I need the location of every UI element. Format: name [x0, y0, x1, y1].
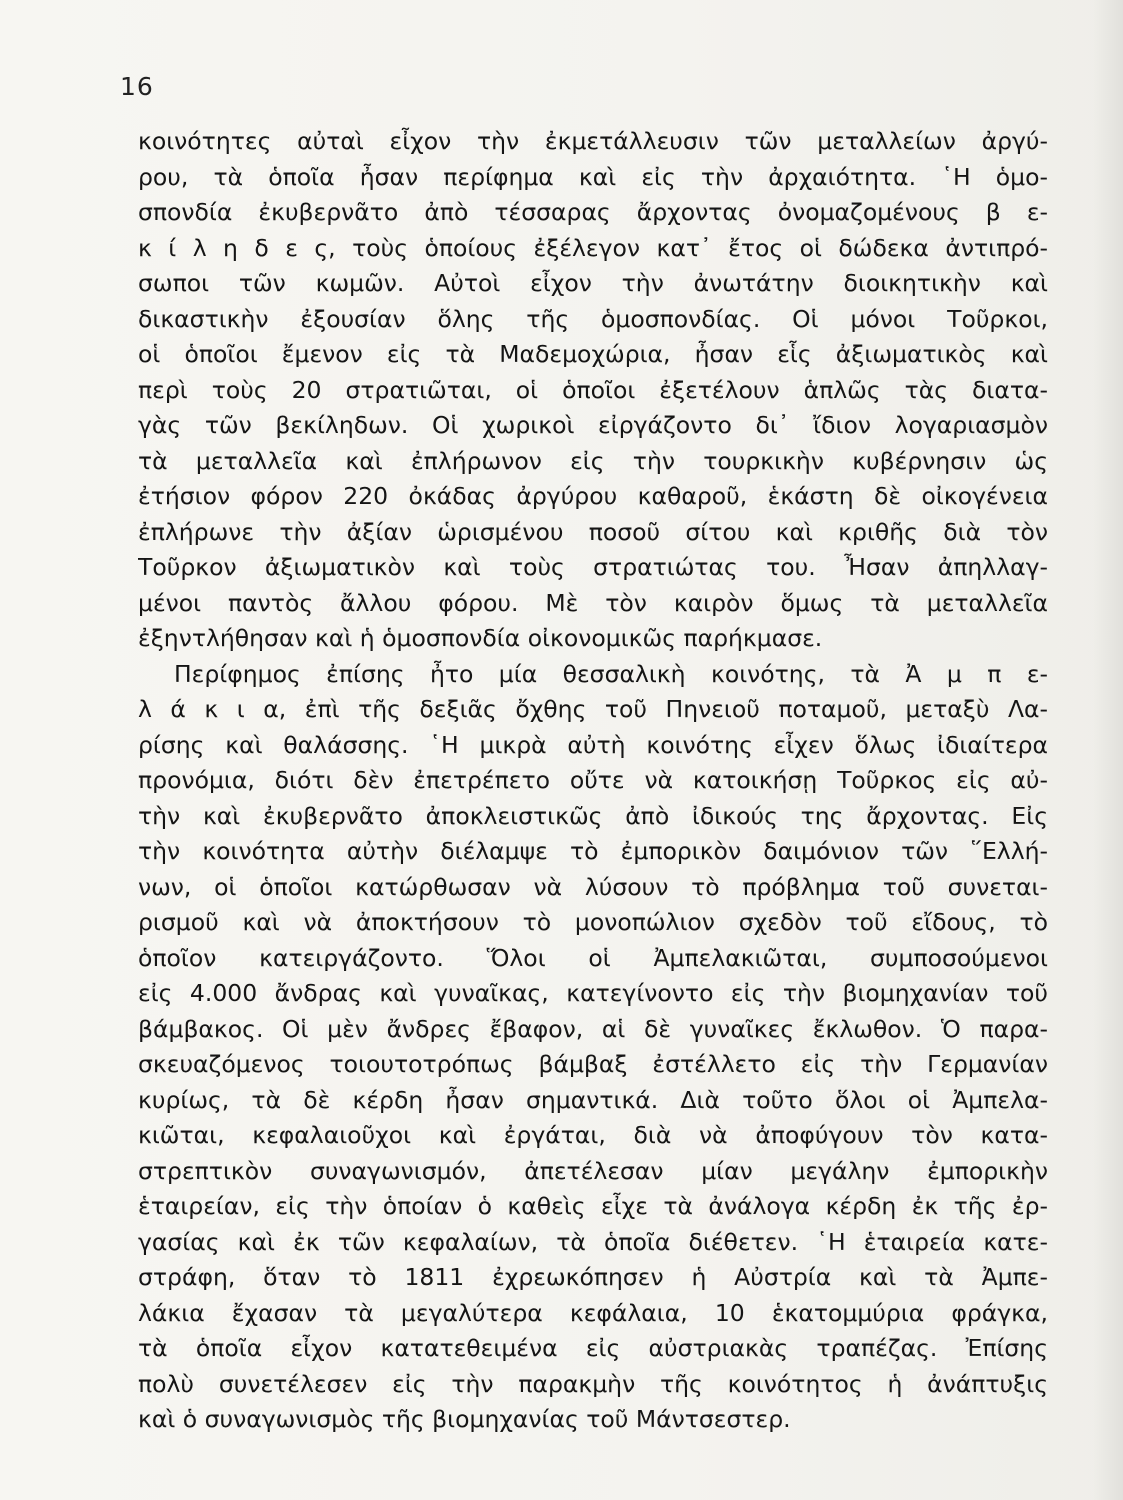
text-line: ὁποῖον κατειργάζοντο. Ὅλοι οἱ Ἀμπελακιῶται, συμποσούμενοι — [138, 943, 1048, 972]
text-line: πολὺ συνετέλεσεν εἰς τὴν παρακμὴν τῆς κοινότητος ἡ ἀνάπτυξις — [138, 1369, 1048, 1398]
text-line: Περίφημος ἐπίσης ἦτο μία θεσσαλικὴ κοινότης, τὰ Ἀ μ π ε- — [174, 659, 1048, 688]
text-line: Τοῦρκον ἀξιωματικὸν καὶ τοὺς στρατιώτας του. Ἦσαν ἀπηλλαγ- — [138, 553, 1048, 581]
text-line: ρίσης καὶ θαλάσσης. ῾Η μικρὰ αὐτὴ κοινότης εἶχεν ὅλως ἰδιαίτερα — [138, 730, 1048, 759]
text-line: βάμβακος. Οἱ μὲν ἄνδρες ἔβαφον, αἱ δὲ γυναῖκες ἔκλωθον. Ὁ παρα- — [138, 1014, 1048, 1043]
text-line: μένοι παντὸς ἄλλου φόρου. Μὲ τὸν καιρὸν ὅμως τὰ μεταλλεῖα — [138, 588, 1048, 617]
body-text — [138, 124, 1048, 1438]
text-line: στράφη, ὅταν τὸ 1811 ἐχρεωκόπησεν ἡ Αὐστρία καὶ τὰ Ἀμπε- — [138, 1263, 1048, 1291]
text-line: ἑταιρείαν, εἰς τὴν ὁποίαν ὁ καθεὶς εἶχε τὰ ἀνάλογα κέρδη ἐκ τῆς ἐρ- — [138, 1192, 1048, 1220]
text-line: δικαστικὴν ἐξουσίαν ὅλης τῆς ὁμοσπονδίας. Οἱ μόνοι Τοῦρκοι, — [138, 304, 1048, 333]
text-line: κοινότητες αὐταὶ εἶχον τὴν ἐκμετάλλευσιν τῶν μεταλλείων ἀργύ- — [138, 127, 1048, 155]
text-line: γὰς τῶν βεκίληδων. Οἱ χωρικοὶ εἰργάζοντο δι᾿ ἴδιον λογαριασμὸν — [138, 411, 1048, 439]
text-line: εἰς 4.000 ἄνδρας καὶ γυναῖκας, κατεγίνοντο εἰς τὴν βιομηχανίαν τοῦ — [138, 979, 1048, 1007]
text-line: στρεπτικὸν συναγωνισμόν, ἀπετέλεσαν μίαν μεγάλην ἐμπορικὴν — [138, 1156, 1048, 1185]
text-line: οἱ ὁποῖοι ἔμενον εἰς τὰ Μαδεμοχώρια, ἦσαν εἷς ἀξιωματικὸς καὶ — [138, 340, 1048, 368]
text-line: ἐτήσιον φόρον 220 ὀκάδας ἀργύρου καθαροῦ, ἑκάστη δὲ οἰκογένεια — [138, 482, 1048, 510]
text-line: λάκια ἔχασαν τὰ μεγαλύτερα κεφάλαια, 10 ἑκατομμύρια φράγκα, — [138, 1298, 1048, 1327]
text-line: ρου, τὰ ὁποῖα ἦσαν περίφημα καὶ εἰς τὴν ἀρχαιότητα. ῾Η ὁμο- — [138, 162, 1048, 191]
text-line: σωποι τῶν κωμῶν. Αὐτοὶ εἶχον τὴν ἀνωτάτην διοικητικὴν καὶ — [138, 269, 1048, 297]
text-line: προνόμια, διότι δὲν ἐπετρέπετο οὔτε νὰ κατοικήσῃ Τοῦρκος εἰς αὐ- — [138, 766, 1048, 794]
text-line: λ ά κ ι α, ἐπὶ τῆς δεξιᾶς ὄχθης τοῦ Πηνειοῦ ποταμοῦ, μεταξὺ Λα- — [138, 695, 1048, 723]
text-line: ἐπλήρωνε τὴν ἀξίαν ὡρισμένου ποσοῦ σίτου καὶ κριθῆς διὰ τὸν — [138, 517, 1048, 546]
text-line: νων, οἱ ὁποῖοι κατώρθωσαν νὰ λύσουν τὸ πρόβλημα τοῦ συνεται- — [138, 872, 1048, 901]
page-edge-shadow — [1093, 0, 1123, 1500]
text-line: κιῶται, κεφαλαιοῦχοι καὶ ἐργάται, διὰ νὰ ἀποφύγουν τὸν κατα- — [138, 1121, 1048, 1149]
text-line: τὰ ὁποῖα εἶχον κατατεθειμένα εἰς αὐστριακὰς τραπέζας. Ἐπίσης — [138, 1334, 1048, 1362]
page-number: 16 — [120, 72, 154, 101]
text-line: γασίας καὶ ἐκ τῶν κεφαλαίων, τὰ ὁποῖα διέθετεν. ῾Η ἑταιρεία κατε- — [138, 1227, 1048, 1256]
text-line: περὶ τοὺς 20 στρατιῶται, οἱ ὁποῖοι ἐξετέλουν ἁπλῶς τὰς διατα- — [138, 375, 1048, 404]
text-line: κυρίως, τὰ δὲ κέρδη ἦσαν σημαντικά. Διὰ τοῦτο ὅλοι οἱ Ἀμπελα- — [138, 1085, 1048, 1114]
text-line: ἐξηντλήθησαν καὶ ἡ ὁμοσπονδία οἰκονομικῶς παρήκμασε. — [138, 624, 823, 652]
text-line: σπονδία ἐκυβερνᾶτο ἀπὸ τέσσαρας ἄρχοντας ὀνομαζομένους β ε- — [138, 198, 1048, 226]
text-line: καὶ ὁ συναγωνισμὸς τῆς βιομηχανίας τοῦ Μάντσεστερ. — [138, 1405, 791, 1433]
text-line: τὴν καὶ ἐκυβερνᾶτο ἀποκλειστικῶς ἀπὸ ἰδικούς της ἄρχοντας. Εἰς — [138, 801, 1048, 830]
text-line: κ ί λ η δ ε ς, τοὺς ὁποίους ἐξέλεγον κατ᾿ ἔτος οἱ δώδεκα ἀντιπρό- — [138, 233, 1048, 262]
text-line: τὴν κοινότητα αὐτὴν διέλαμψε τὸ ἐμπορικὸν δαιμόνιον τῶν ῞Ελλή- — [138, 837, 1048, 865]
text-line: ρισμοῦ καὶ νὰ ἀποκτήσουν τὸ μονοπώλιον σχεδὸν τοῦ εἴδους, τὸ — [138, 908, 1048, 936]
text-line: σκευαζόμενος τοιουτοτρόπως βάμβαξ ἐστέλλετο εἰς τὴν Γερμανίαν — [138, 1050, 1048, 1078]
text-line: τὰ μεταλλεῖα καὶ ἐπλήρωνον εἰς τὴν τουρκικὴν κυβέρνησιν ὡς — [138, 446, 1048, 475]
